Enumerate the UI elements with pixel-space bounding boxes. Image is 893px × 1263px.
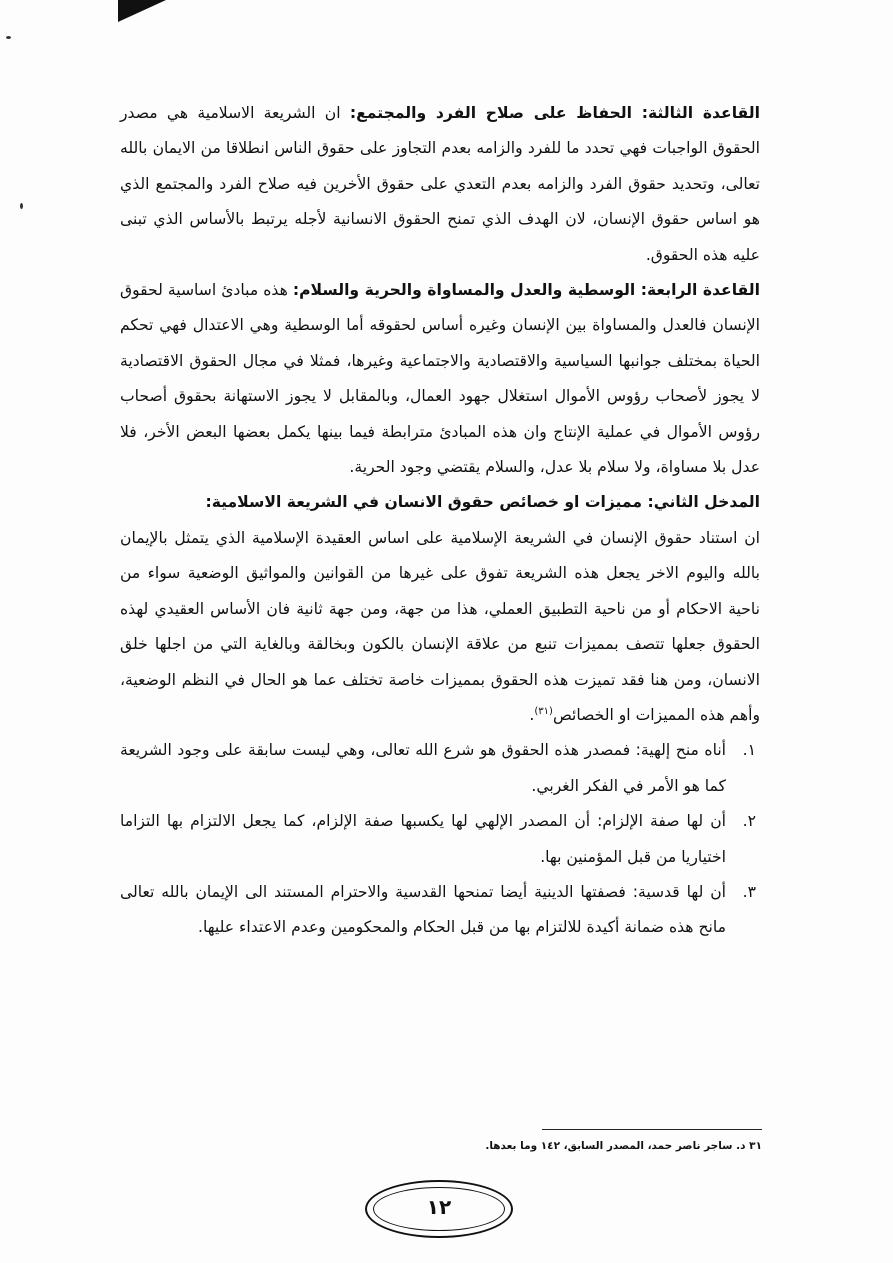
section-2-heading: المدخل الثاني: مميزات او خصائص حقوق الانسان في الشريعة الاسلامية: [205, 493, 760, 512]
rule-4-paragraph [120, 273, 760, 485]
list-item-number: ١. [742, 741, 756, 760]
section-2-intro-text: ان استناد حقوق الإنسان في الشريعة الإسلامية على اساس العقيدة الإسلامية الذي يتمثل بالإيمان بالله واليوم الاخر يجعل هذه الشريعة تفوق على غيرها من القوانين والمواثيق الوضعية سواء من ناحية الاحكام أو من ناحية التطبيق العملي، هذا من جهة، ومن جهة ثانية فان الأساس العقيدي لهذه الحقوق جعلها تتصف بمميزات تنبع من علاقة الإنسان بالكون وبخالقة وبالغاية التي من اجلها خلق الانسان، ومن هنا فقد تميزت هذه الحقوق بمميزات خاصة تختلف عما هو الحال في النظم الوضعية، وأهم هذه المميزات او الخصائص [120, 528, 760, 724]
footnote: ٣١ د. ساجر ناصر حمد، المصدر السابق، ١٤٢ وما بعدها. [485, 1140, 762, 1152]
list-item-number: ٢. [742, 812, 756, 831]
list-item [120, 875, 760, 946]
rule-4-title: القاعدة الرابعة: الوسطية والعدل والمساواة والحرية والسلام: [292, 281, 760, 300]
scan-speck [20, 203, 23, 209]
document-body [120, 96, 760, 946]
section-2-intro [120, 521, 760, 733]
scan-speck [6, 36, 11, 39]
footnote-reference: (٣١) [534, 705, 553, 717]
list-item-number: ٣. [742, 882, 756, 901]
list-item [120, 733, 760, 804]
rule-3-paragraph [120, 96, 760, 273]
list-item-text: أناه منح إلهية: فمصدر هذه الحقوق هو شرع الله تعالى، وهي ليست سابقة على وجود الشريعة كما هو الأمر في الفكر الغربي. [120, 741, 726, 795]
rule-3-title: القاعدة الثالثة: الحفاظ على صلاح الفرد والمجتمع: [349, 104, 760, 122]
rule-3-body: ان الشريعة الاسلامية هي مصدر الحقوق الواجبات فهي تحدد ما للفرد والزامه بعدم التجاوز على حقوق الناس انطلاقا من الايمان بالله تعالى، وتحديد حقوق الفرد والزامه بعدم التعدي على حقوق الأخرين فيه صلاح الفرد والمجتمع الذي هو اساس حقوق الإنسان، لان الهدف الذي تمنح الحقوق الانسانية لأجله يرتبط بالأساس الذي تبنى عليه هذه الحقوق. [120, 104, 760, 264]
footnote-divider [542, 1129, 762, 1130]
page-number: ١٢ [426, 1195, 452, 1219]
scan-corner-mark [118, 0, 166, 22]
list-item [120, 804, 760, 875]
section-2-intro-end: . [529, 705, 535, 724]
rule-4-body: هذه مبادئ اساسية لحقوق الإنسان فالعدل والمساواة بين الإنسان وغيره أساس لحقوقه أما الوسطية وهي الاعتدال فهي تحكم الحياة بمختلف جوانبها السياسية والاقتصادية والاجتماعية وغيرها، فمثلا في مجال الحقوق الاقتصادية لا يجوز لأصحاب رؤوس الأموال استغلال جهود العمال، وبالمقابل لا يجوز الاستهانة بحقوق أصحاب رؤوس الأموال في عملية الإنتاج وان هذه المبادئ مترابطة فيما بينها يكمل بعضها البعض الأخر، فلا عدل بلا مساواة، ولا سلام بلا عدل، والسلام يقتضي وجود الحرية. [120, 281, 760, 477]
list-item-text: أن لها صفة الإلزام: أن المصدر الإلهي لها يكسبها صفة الإلزام، كما يجعل الالتزام بها التزاما اختياريا من قبل المؤمنين بها. [120, 812, 726, 866]
list-item-text: أن لها قدسية: فصفتها الدينية أيضا تمنحها القدسية والاحترام المستند الى الإيمان بالله تعالى مانح هذه ضمانة أكيدة للالتزام بها من قبل الحكام والمحكومين وعدم الاعتداء عليها. [120, 882, 726, 937]
page-number-ellipse [365, 1180, 513, 1238]
